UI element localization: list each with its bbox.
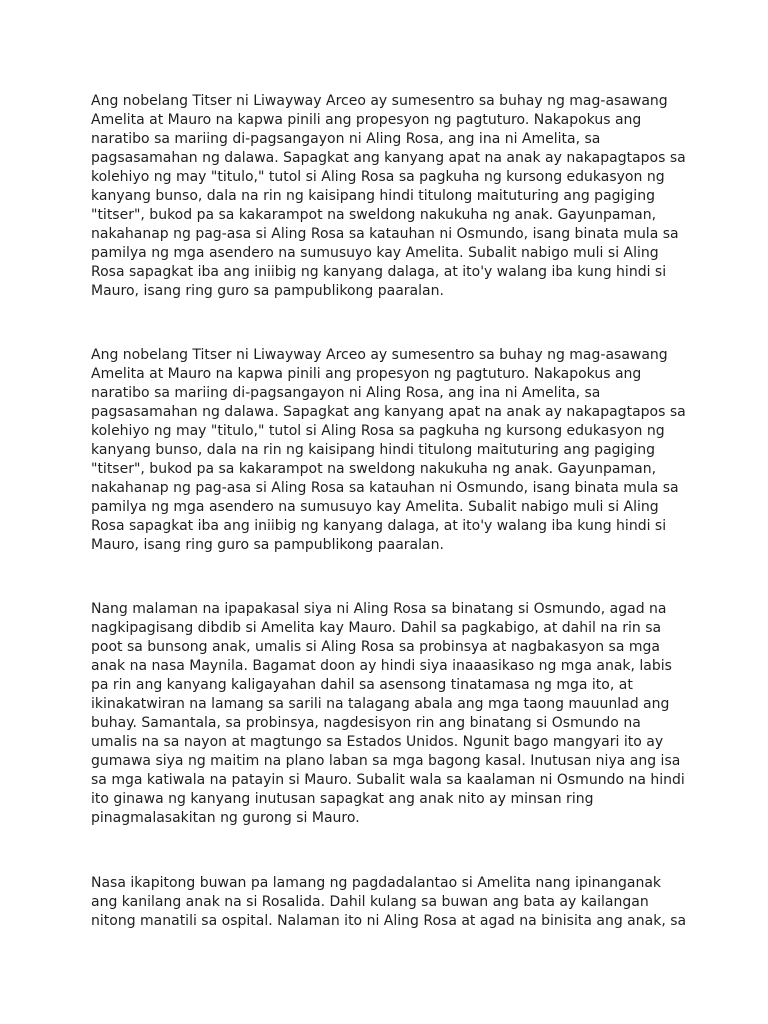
text-line: ito ginawa ng kanyang inutusan sapagkat ang anak nito ay minsan ring (91, 791, 594, 807)
text-line: ikinakatwiran na lamang sa sarili na talagang abala ang mga taong mauunlad ang (91, 696, 670, 712)
text-line: gumawa siya ng maitim na plano laban sa mga bagong kasal. Inutusan niya ang isa (91, 753, 681, 769)
text-line: pagsasamahan ng dalawa. Sapagkat ang kanyang apat na anak ay nakapagtapos sa (91, 150, 686, 166)
text-line: pagsasamahan ng dalawa. Sapagkat ang kanyang apat na anak ay nakapagtapos sa (91, 404, 686, 420)
paragraph-4 (91, 874, 691, 931)
text-line: "titser", bukod pa sa kakarampot na sweldong nakukuha ng anak. Gayunpaman, (91, 207, 657, 223)
text-line: Ang nobelang Titser ni Liwayway Arceo ay sumesentro sa buhay ng mag-asawang (91, 93, 668, 109)
text-line: Rosa sapagkat iba ang iniibig ng kanyang dalaga, at ito'y walang iba kung hindi si (91, 264, 667, 280)
text-line: kolehiyo ng may "titulo," tutol si Aling Rosa sa pagkuha ng kursong edukasyon ng (91, 169, 665, 185)
text-line: Ang nobelang Titser ni Liwayway Arceo ay sumesentro sa buhay ng mag-asawang (91, 347, 668, 363)
text-line: pa rin ang kanyang kaligayahan dahil sa asensong tinatamasa ng mga ito, at (91, 677, 633, 693)
paragraph-3 (91, 600, 691, 828)
text-line: buhay. Samantala, sa probinsya, nagdesisyon rin ang binatang si Osmundo na (91, 715, 641, 731)
text-line: pamilya ng mga asendero na sumusuyo kay Amelita. Subalit nabigo muli si Aling (91, 245, 659, 261)
text-line: naratibo sa mariing di-pagsangayon ni Aling Rosa, ang ina ni Amelita, sa (91, 131, 601, 147)
text-line: anak na nasa Maynila. Bagamat doon ay hindi siya inaaasikaso ng mga anak, labis (91, 658, 672, 674)
text-line: pamilya ng mga asendero na sumusuyo kay Amelita. Subalit nabigo muli si Aling (91, 499, 659, 515)
text-line: nakahanap ng pag-asa si Aling Rosa sa katauhan ni Osmundo, isang binata mula sa (91, 226, 679, 242)
text-line: Nang malaman na ipapakasal siya ni Aling Rosa sa binatang si Osmundo, agad na (91, 601, 667, 617)
text-line: Nasa ikapitong buwan pa lamang ng pagdadalantao si Amelita nang ipinanganak (91, 875, 662, 891)
text-line: umalis na sa nayon at magtungo sa Estados Unidos. Ngunit bago mangyari ito ay (91, 734, 664, 750)
text-line: Mauro, isang ring guro sa pampublikong paaralan. (91, 283, 444, 299)
text-line: Amelita at Mauro na kapwa pinili ang propesyon ng pagtuturo. Nakapokus ang (91, 112, 642, 128)
text-line: nitong manatili sa ospital. Nalaman ito ni Aling Rosa at agad na binisita ang anak, sa (91, 913, 687, 929)
text-line: Amelita at Mauro na kapwa pinili ang propesyon ng pagtuturo. Nakapokus ang (91, 366, 642, 382)
text-line: kanyang bunso, dala na rin ng kaisipang hindi titulong maituturing ang pagiging (91, 188, 655, 204)
paragraph-1 (91, 92, 691, 301)
text-line: sa mga katiwala na patayin si Mauro. Subalit wala sa kaalaman ni Osmundo na hindi (91, 772, 685, 788)
text-line: Rosa sapagkat iba ang iniibig ng kanyang dalaga, at ito'y walang iba kung hindi si (91, 518, 667, 534)
text-line: nagkipagisang dibdib si Amelita kay Mauro. Dahil sa pagkabigo, at dahil na rin sa (91, 620, 662, 636)
text-line: "titser", bukod pa sa kakarampot na sweldong nakukuha ng anak. Gayunpaman, (91, 461, 657, 477)
text-line: nakahanap ng pag-asa si Aling Rosa sa katauhan ni Osmundo, isang binata mula sa (91, 480, 679, 496)
text-line: kolehiyo ng may "titulo," tutol si Aling Rosa sa pagkuha ng kursong edukasyon ng (91, 423, 665, 439)
text-line: naratibo sa mariing di-pagsangayon ni Aling Rosa, ang ina ni Amelita, sa (91, 385, 601, 401)
text-line: kanyang bunso, dala na rin ng kaisipang hindi titulong maituturing ang pagiging (91, 442, 655, 458)
text-line: Mauro, isang ring guro sa pampublikong paaralan. (91, 537, 444, 553)
text-line: ang kanilang anak na si Rosalida. Dahil kulang sa buwan ang bata ay kailangan (91, 894, 649, 910)
text-line: pinagmalasakitan ng gurong si Mauro. (91, 810, 360, 826)
text-line: poot sa bunsong anak, umalis si Aling Rosa sa probinsya at nagbakasyon sa mga (91, 639, 660, 655)
paragraph-2 (91, 346, 691, 555)
